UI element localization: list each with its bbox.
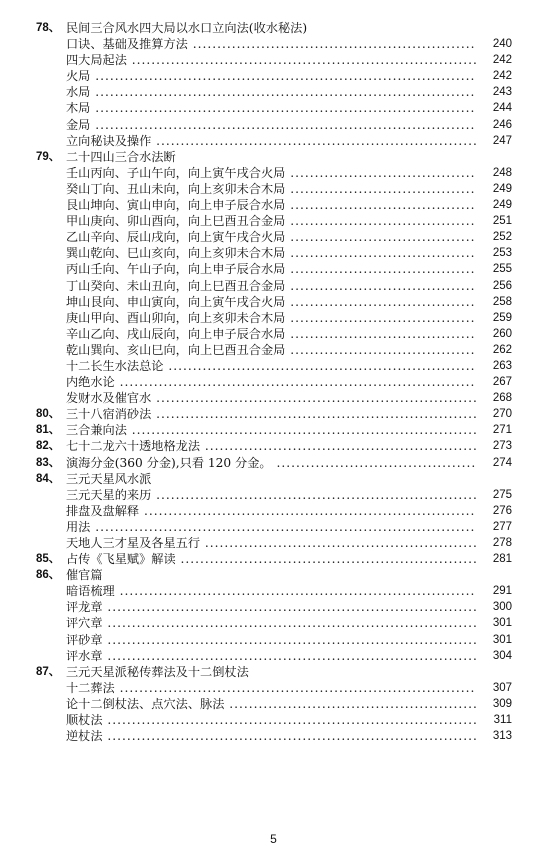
section-number: 80、 (36, 408, 61, 421)
toc-section (36, 438, 512, 454)
section-title: 七十二龙六十透地格龙法 ..... (66, 438, 476, 454)
section-number: 84、 (36, 472, 61, 485)
entry-page-number: 244 (492, 102, 512, 115)
entry-page-number: 246 (492, 118, 512, 131)
entry-page-number: 251 (492, 215, 512, 228)
entry-page-number: 301 (492, 633, 512, 646)
section-title: 三合兼向法 ..... (66, 422, 476, 438)
entry-page-number: 278 (492, 537, 512, 549)
entry-title: 发财水及催官水 ..... (66, 390, 476, 406)
toc-entry (36, 326, 512, 342)
toc-entry (36, 229, 512, 245)
entry-page-number: 252 (492, 231, 512, 244)
toc-entry (36, 342, 512, 358)
toc-section (36, 149, 512, 165)
toc-entry (36, 390, 512, 406)
entry-page-number: 307 (492, 681, 512, 694)
toc-entry (36, 245, 512, 261)
entry-title: 评龙章 ..... (66, 599, 476, 615)
entry-page-number: 300 (492, 601, 512, 614)
toc-entry (36, 278, 512, 294)
toc-entry (36, 84, 512, 100)
toc-entry (36, 100, 512, 116)
entry-title: 评穴章 ..... (66, 615, 476, 631)
toc-entry (36, 261, 512, 277)
section-title: 三十八宿消砂法 ..... (66, 406, 476, 422)
entry-title: 乾山巽向、亥山巳向，向上巳酉丑合金局 ..... (66, 342, 476, 358)
toc-entry (36, 680, 512, 696)
toc-entry (36, 133, 512, 149)
entry-title: 火局 ..... (66, 68, 476, 84)
toc-entry (36, 615, 512, 631)
toc-entry (36, 197, 512, 213)
section-page-number: 274 (492, 456, 512, 469)
entry-title: 金局 ..... (66, 117, 476, 133)
entry-title: 口诀、基础及推算方法 ..... (66, 36, 476, 52)
section-number: 82、 (36, 440, 61, 453)
entry-page-number: 258 (492, 295, 512, 308)
entry-title: 艮山坤向、寅山申向，向上申子辰合水局 ..... (66, 197, 476, 213)
entry-page-number: 253 (492, 247, 512, 260)
toc-section (36, 471, 512, 487)
section-title: 占传《飞星赋》解读 ..... (66, 551, 476, 567)
entry-title: 三元天星的来历 ..... (66, 487, 476, 503)
section-title: 民间三合风水四大局以水口立向法(收水秘法) (66, 21, 308, 35)
toc-section (36, 20, 512, 36)
entry-title: 乙山辛向、辰山戌向，向上寅午戌合火局 ..... (66, 229, 476, 245)
entry-title: 十二长生水法总论 ..... (66, 358, 476, 374)
toc-entry (36, 213, 512, 229)
entry-title: 内绝水论 ..... (66, 374, 476, 390)
toc-entry (36, 632, 512, 648)
entry-page-number: 277 (492, 520, 512, 533)
entry-page-number: 240 (492, 38, 512, 51)
entry-title: 立向秘诀及操作 ..... (66, 133, 476, 149)
entry-page-number: 276 (492, 504, 512, 517)
entry-title: 甲山庚向、卯山酉向，向上巳酉丑合金局 ..... (66, 213, 476, 229)
section-number: 87、 (36, 665, 61, 678)
toc-entry (36, 36, 512, 52)
section-title: 三元天星派秘传葬法及十二倒杖法 (66, 664, 249, 679)
toc-section (36, 406, 512, 422)
toc-section (36, 664, 512, 680)
toc-entry (36, 712, 512, 728)
toc-entry (36, 503, 512, 519)
toc-entry (36, 68, 512, 84)
entry-title: 庚山甲向、酉山卯向，向上亥卯未合木局 ..... (66, 310, 476, 326)
toc-section (36, 551, 512, 567)
toc-entry (36, 181, 512, 197)
entry-page-number: 247 (492, 134, 512, 147)
toc-entry (36, 648, 512, 664)
entry-page-number: 309 (492, 697, 512, 710)
entry-page-number: 313 (492, 730, 512, 743)
section-title: 催官篇 (66, 568, 103, 583)
entry-title: 顺杖法 ..... (66, 712, 476, 728)
section-number: 81、 (36, 424, 61, 437)
entry-title: 评砂章 ..... (66, 632, 476, 648)
entry-page-number: 249 (492, 182, 512, 195)
entry-page-number: 242 (492, 70, 512, 83)
entry-page-number: 248 (492, 166, 512, 179)
section-page-number: 271 (492, 424, 512, 437)
entry-title: 论十二倒杖法、点穴法、脉法 ..... (66, 696, 476, 712)
entry-page-number: 301 (492, 617, 512, 630)
section-page-number: 281 (492, 553, 512, 566)
section-number: 86、 (36, 569, 61, 582)
toc-section (36, 567, 512, 583)
toc-section (36, 455, 512, 471)
toc-entry (36, 358, 512, 374)
toc-entry (36, 535, 512, 551)
entry-title: 癸山丁向、丑山未向，向上亥卯未合木局 ..... (66, 181, 476, 197)
toc-entry (36, 117, 512, 133)
entry-page-number: 256 (492, 279, 512, 292)
entry-title: 木局 ..... (66, 100, 476, 116)
entry-page-number: 260 (492, 327, 512, 340)
toc-entry (36, 728, 512, 744)
entry-page-number: 263 (492, 359, 512, 372)
entry-title: 四大局起法 ..... (66, 52, 476, 68)
entry-page-number: 304 (492, 649, 512, 662)
section-title: 演海分金(360 分金),只看 120 分金。 ..... (66, 455, 476, 471)
entry-page-number: 291 (492, 585, 512, 598)
toc-entry (36, 599, 512, 615)
toc-entry (36, 696, 512, 712)
toc-entry (36, 52, 512, 68)
section-number: 85、 (36, 553, 61, 566)
entry-page-number: 275 (492, 488, 512, 501)
section-number: 78、 (36, 22, 61, 34)
entry-page-number: 267 (492, 376, 512, 389)
section-number: 83、 (36, 456, 61, 469)
entry-title: 逆杖法 ..... (66, 728, 476, 744)
page-number: 5 (270, 832, 277, 846)
entry-title: 壬山丙向、子山午向，向上寅午戌合火局 ..... (66, 165, 476, 181)
entry-title: 排盘及盘解释 ..... (66, 503, 476, 519)
toc-entry (36, 374, 512, 390)
entry-page-number: 243 (492, 86, 512, 99)
entry-page-number: 311 (493, 714, 512, 727)
entry-title: 十二葬法 ..... (66, 680, 476, 696)
toc-entry (36, 519, 512, 535)
entry-page-number: 262 (492, 343, 512, 356)
entry-title: 辛山乙向、戌山辰向，向上申子辰合水局 ..... (66, 326, 476, 342)
section-number: 79、 (36, 150, 61, 163)
section-page-number: 273 (492, 440, 512, 453)
toc-entry (36, 583, 512, 599)
entry-title: 丁山癸向、未山丑向，向上巳酉丑合金局 ..... (66, 278, 476, 294)
entry-title: 坤山艮向、申山寅向，向上寅午戌合火局 ..... (66, 294, 476, 310)
toc-entry (36, 487, 512, 503)
toc-section (36, 422, 512, 438)
section-title: 二十四山三合水法断 (66, 149, 176, 164)
entry-page-number: 255 (492, 263, 512, 276)
table-of-contents (36, 20, 512, 744)
entry-title: 天地人三才星及各星五行 ..... (66, 535, 476, 551)
toc-entry (36, 294, 512, 310)
entry-page-number: 259 (492, 311, 512, 324)
entry-title: 评水章 ..... (66, 648, 476, 664)
toc-entry (36, 165, 512, 181)
entry-page-number: 249 (492, 199, 512, 212)
entry-page-number: 268 (492, 392, 512, 405)
entry-page-number: 242 (492, 54, 512, 67)
toc-entry (36, 310, 512, 326)
entry-title: 丙山壬向、午山子向，向上申子辰合水局 ..... (66, 261, 476, 277)
entry-title: 用法 ..... (66, 519, 476, 535)
section-page-number: 270 (492, 408, 512, 421)
entry-title: 水局 ..... (66, 84, 476, 100)
section-title: 三元天星风水派 (66, 471, 152, 486)
entry-title: 巽山乾向、巳山亥向，向上亥卯未合木局 ..... (66, 245, 476, 261)
entry-title: 暗语梳理 ..... (66, 583, 476, 599)
